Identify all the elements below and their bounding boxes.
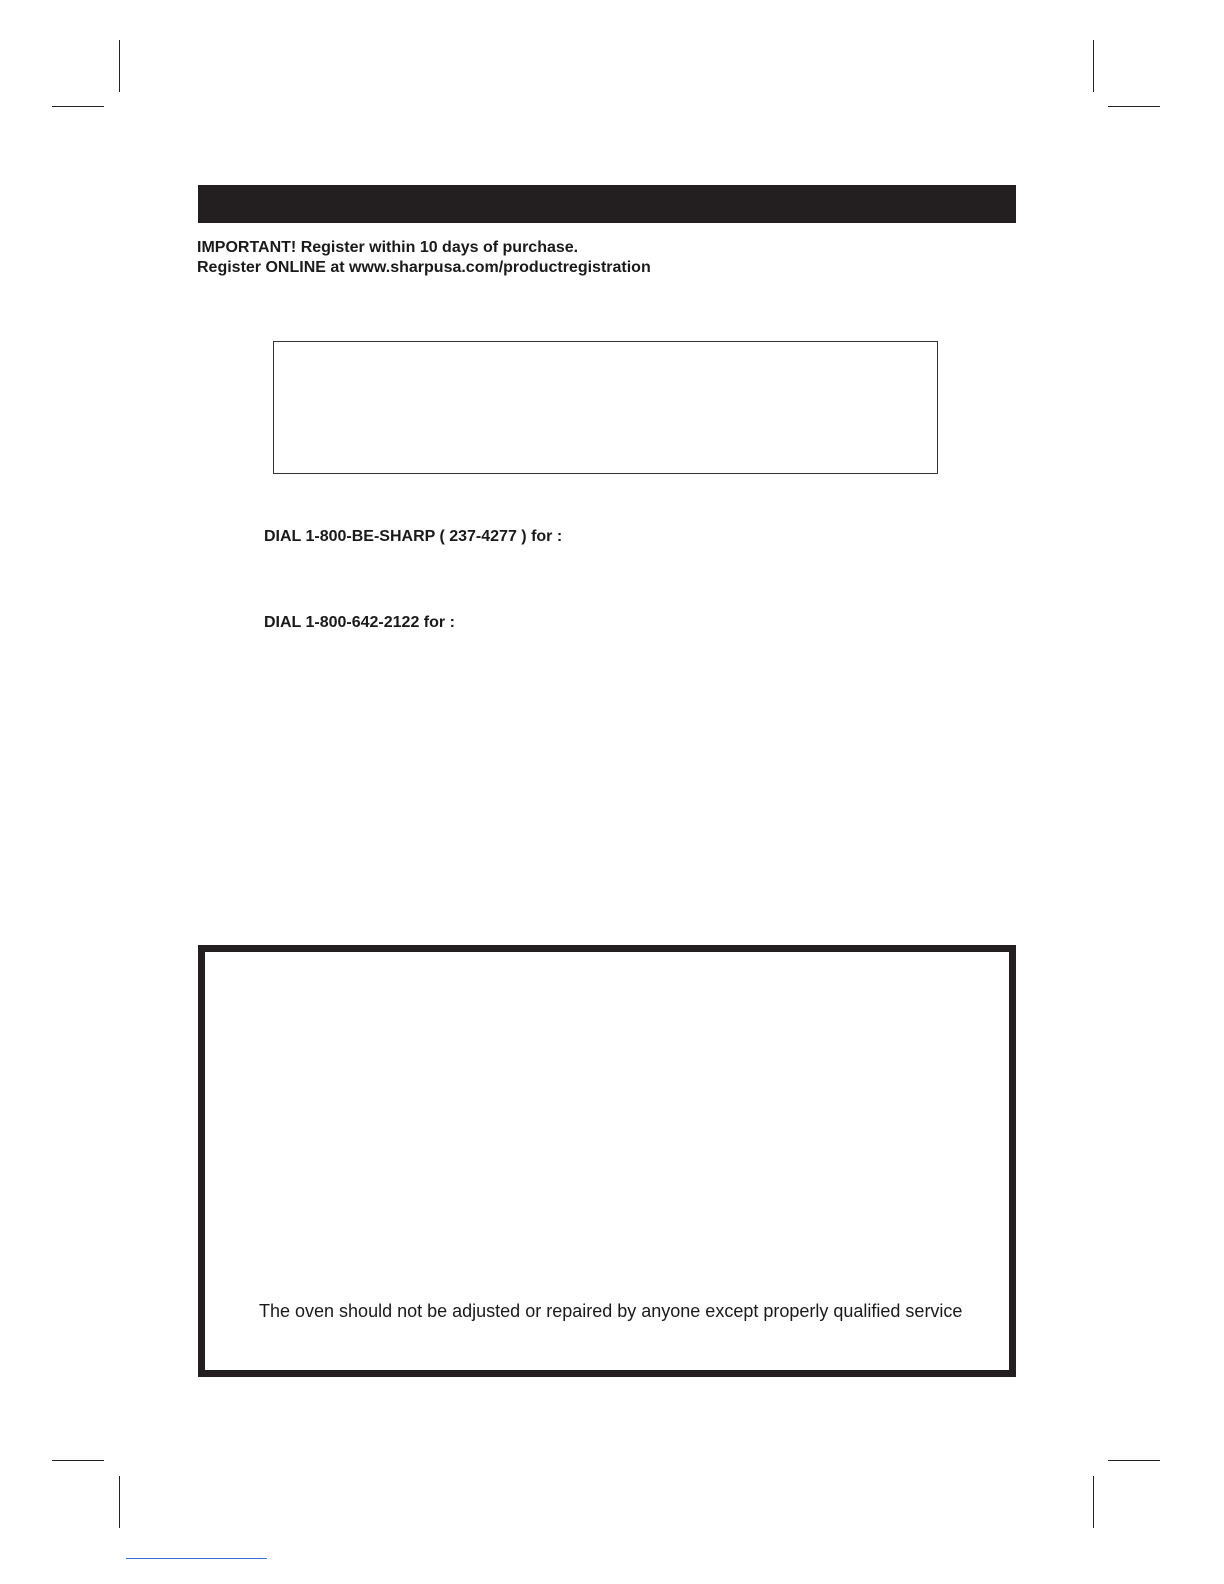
service-warning-text: The oven should not be adjusted or repaired by anyone except properly qualified service bbox=[259, 1301, 963, 1321]
crop-mark-bottom-left-vertical bbox=[119, 1476, 120, 1528]
section-header-bar bbox=[198, 185, 1016, 223]
crop-mark-top-left-vertical bbox=[119, 40, 120, 92]
product-info-box bbox=[273, 341, 938, 474]
crop-mark-top-left-horizontal bbox=[52, 106, 104, 107]
crop-mark-top-right-horizontal bbox=[1108, 106, 1160, 107]
dial-be-sharp: DIAL 1-800-BE-SHARP ( 237-4277 ) for : bbox=[264, 528, 563, 545]
crop-mark-top-right-vertical bbox=[1093, 40, 1094, 92]
crop-mark-bottom-right-horizontal bbox=[1108, 1460, 1160, 1461]
registration-important: IMPORTANT! Register within 10 days of purchase. bbox=[197, 239, 579, 256]
dial-parts: DIAL 1-800-642-2122 for : bbox=[264, 614, 455, 631]
crop-mark-bottom-right-vertical bbox=[1093, 1476, 1094, 1528]
crop-mark-bottom-left-horizontal bbox=[52, 1460, 104, 1461]
footer-link-underline[interactable] bbox=[126, 1558, 267, 1559]
registration-online: Register ONLINE at www.sharpusa.com/productregistration bbox=[197, 259, 651, 276]
